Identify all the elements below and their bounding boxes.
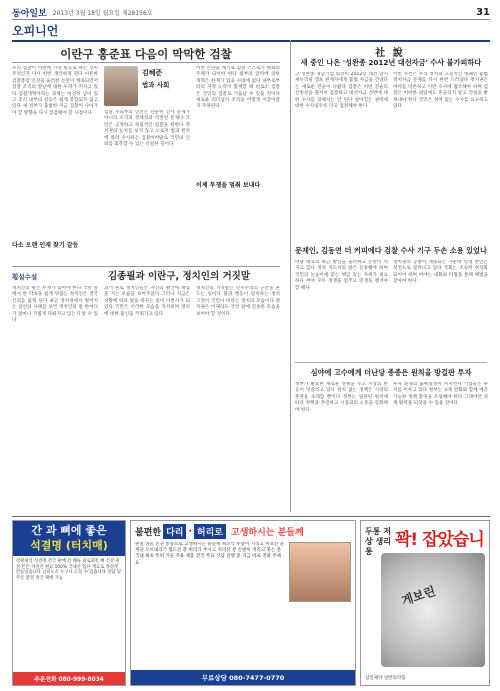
ad-1-body: 강원제석 석결명 전국 판매 간 해독 피로회복 뼈 건강 관절 튼튼 자연산 원료 100% 국내산 엄선 재료로 정성껏 만들었습니다 남녀노소 누구나 드실 수 있습니다 상담 및 주문 환영 전국 택배 가능 — [16, 559, 122, 581]
ad-2-headline — [131, 521, 355, 542]
ad-2-headline-part-3: 허리로 — [194, 524, 226, 539]
author-role: 법과 사회 — [142, 81, 170, 89]
ad-3-headline: 꽉! 잡았습니 — [395, 530, 484, 550]
ad-2-headline-sep: · — [188, 526, 192, 537]
ad-3-caption: 삼진제약 일반의약품 — [365, 676, 406, 681]
masthead — [12, 6, 490, 20]
ad-3-symptoms: 두통 저상 생리통 — [365, 527, 391, 556]
column-2-body-part-2: 과거 원로 정치인들은 자신의 발언에 책임을 지는 모습을 보여주었다 그러나 지금은 상황에 따라 말을 바꾸는 일이 다반사가 되었다 국민은 이러한 모습을 지켜보며 정치에 대한 불신을 키워가고 있다 — [104, 286, 190, 317]
column-2-body-part-1: 정치인의 말은 무게가 있어야 한다 국민 앞에서 한 약속을 쉽게 뒤집는 정치인은 결국 신뢰를 잃게 된다 최근 정치권에서 벌어지는 일련의 사태를 보면 정치인의 말 한마디가 얼마나 가볍게 다뤄지고 있는지 알 수 있다 — [12, 286, 98, 324]
editorial-1-body-a: 고 성완종 경남기업 회장이 2012년 대선 당시 새누리당 캠프 관계자에게 불법 자금을 건넸다는 새로운 진술이 나왔다 검찰은 이번 진술의 신빙성을 철저히 검증하고 대선자금 전반에 대한 수사를 피해서는 안 된다 살아있는 권력에 대한 수사일수록 더욱 엄정해야 한다 — [295, 72, 388, 110]
ad-liver-bone[interactable] — [12, 520, 126, 686]
author-name: 김혜준 — [142, 69, 163, 77]
column-2-divider — [12, 266, 280, 267]
ad-3-product-image — [381, 553, 485, 667]
editorial-1-headline: 새 중인 나온 '성완종 2012년 대선자금' 수사 불가피하다 — [300, 58, 482, 67]
ad-1-phone: 주문전화 080-999-8034 — [13, 672, 125, 685]
column-2-label: 횡설수설 — [12, 273, 38, 281]
editorial-3-body-b: 투자 환경의 불확실성이 커지면서 기업들은 투자를 미루고 있다 정부는 규제 완화와 함께 예측 가능한 정책 환경을 조성해야 한다 그래야만 경제 활력을 되찾을 수 있을 것이다 — [393, 382, 488, 407]
editorial-2-headline: 문재인, 김동연 더 커피에다 검찰 수사 기구 두손 소용 있었나 — [295, 246, 487, 255]
ad-headache-medicine[interactable] — [360, 520, 490, 686]
column-subhead-2: 이제 투쟁을 멈춰 보내다 — [196, 182, 261, 189]
editorial-1-body-b: 이번 사건은 우리 정치의 고질적인 병폐인 불법 정치자금 문제를 다시 한번 드러냈다 정치권은 여야를 막론하고 이번 수사에 협조해야 하며 검찰은 어떠한 외압에도 흔들리지 말고 진실을 밝혀내야 한다 국민은 성역 없는 수사를 요구하고 있다 — [393, 72, 488, 110]
ad-divider — [12, 516, 490, 517]
column-body-part-3: 이번 논란을 계기로 검찰 스스로가 변화의 주체가 되어야 한다 외부의 압력에 의한 개혁은 한계가 있을 수밖에 없다 내부로부터의 자정 노력이 함께할 때 비로소 검찰은 국민의 검찰로 거듭날 수 있을 것이다 새로운 리더십이 조직을 어떻게 이끌어갈지 주목된다 — [196, 66, 280, 110]
newspaper-logo: 동아일보 — [12, 9, 47, 19]
ad-1-headline: 간 과 뼈에 좋은 — [13, 521, 125, 540]
column-divider — [12, 62, 280, 63]
ad-2-headline-part-1: 불편한 — [135, 528, 162, 538]
section-title: 오피니언 — [12, 24, 59, 38]
ad-2-body: 관절 연골 신경 통증으로 고생하시는 분들께 희소식 무릎이 시리고 아프신 분 계단 오르내리기 힘드신 분 허리가 쑤시고 저리신 분 손발이 저리고 붓는 분 국내 최초 특허 기술 적용 제품 전국 무료 상담 진행 중 지금 바로 전화 주세요 — [135, 542, 285, 566]
editorial-3-body-a: 정부가 발표한 새로운 정책을 두고 시장의 반응이 엇갈리고 있다 원칙 없는 정책은 시장의 혼란을 초래할 뿐이다 정부는 일관된 원칙에 따라 정책을 추진하고 시장과의 소통을 강화해야 한다 — [295, 382, 388, 413]
page-number: 31 — [476, 7, 490, 18]
ad-2-headline-part-4: 고생하시는 분들께 — [231, 528, 304, 538]
editorial-3-headline: 심야에 고수에게 더난당 종종은 원칙을 방걸판 투자 — [310, 368, 472, 377]
editorial-label: 社 說 — [375, 48, 405, 59]
column-body-part-2: 검찰 수뇌부의 인선은 단순한 인사 문제가 아니라 조직의 정체성과 직결된 문제다 국민은 공정하고 독립적인 검찰을 원한다 정치권의 눈치를 보지 않고 오로지 법과 원칙에 따라 수사하는 검찰이야말로 국민의 신뢰를 회복할 수 있는 유일한 길이다 — [104, 110, 190, 148]
ad-2-headline-part-2: 다리 — [163, 524, 186, 539]
editorial-divider — [295, 362, 487, 363]
editorial-2-body-a: 야당 대표의 최근 발언을 둘러싸고 논란이 커지고 있다 정치 지도자의 말은 신중해야 하며 국민의 눈높이에 맞는 책임 있는 자세가 필요하다 여야 모두 정쟁을 멈추고 민생을 챙겨야 할 때다 — [295, 260, 388, 291]
column-headline: 이란구 홍준표 다음이 막막한 검찰 — [60, 47, 232, 61]
ad-1-headline-2: 석결명 (터치매) — [13, 540, 125, 556]
column-body-part-1: 우리 검찰이 이번에 가장 필요로 하는 것이 무엇인지 다시 한번 생각하게 된다 이른바 검찰총장 인선을 둘러싼 논란이 계속되면서 검찰 조직의 앞날에 대한 우려가 커지고 있다 검찰개혁이라는 과제는 여전히 남아 있고 조직 내부의 갈등은 쉽게 봉합되지 않고 있다 새 정부가 출범한 지금 검찰이 나아가야 할 방향을 다시 점검해야 할 시점이다 — [12, 66, 98, 116]
column-2-headline: 김종필과 이란구, 정치인의 거짓말 — [107, 271, 250, 282]
author-photo — [104, 66, 138, 106]
ad-joint-pain[interactable] — [130, 520, 356, 686]
editorial-2-body-b: 정치권의 공방이 계속되는 가운데 민생 현안은 뒷전으로 밀려나고 있다 국회는 조속히 정상화되어야 하며 여야는 대화와 타협을 통해 해법을 찾아야 한다 — [393, 260, 488, 285]
column-subhead-1: 다소 오랜 인재 찾기 갈등 — [12, 242, 79, 249]
ad-3-product-name: 게보린 — [399, 583, 438, 609]
ad-2-photo — [289, 542, 351, 602]
column-2-body-part-3: 정치인의 거짓말은 민주주의의 근간을 흔드는 일이다 말과 행동이 일치하는 정치 그것이 국민이 바라는 정치의 모습이다 정치권은 이제라도 국민 앞에 진솔한 모습을 보여야 할 것이다 — [196, 286, 280, 317]
ad-2-phone: 무료상담 080-7477-0770 — [131, 670, 355, 685]
issue-date: 2013년 3월 18일 월요일 제28156호 — [52, 10, 153, 17]
